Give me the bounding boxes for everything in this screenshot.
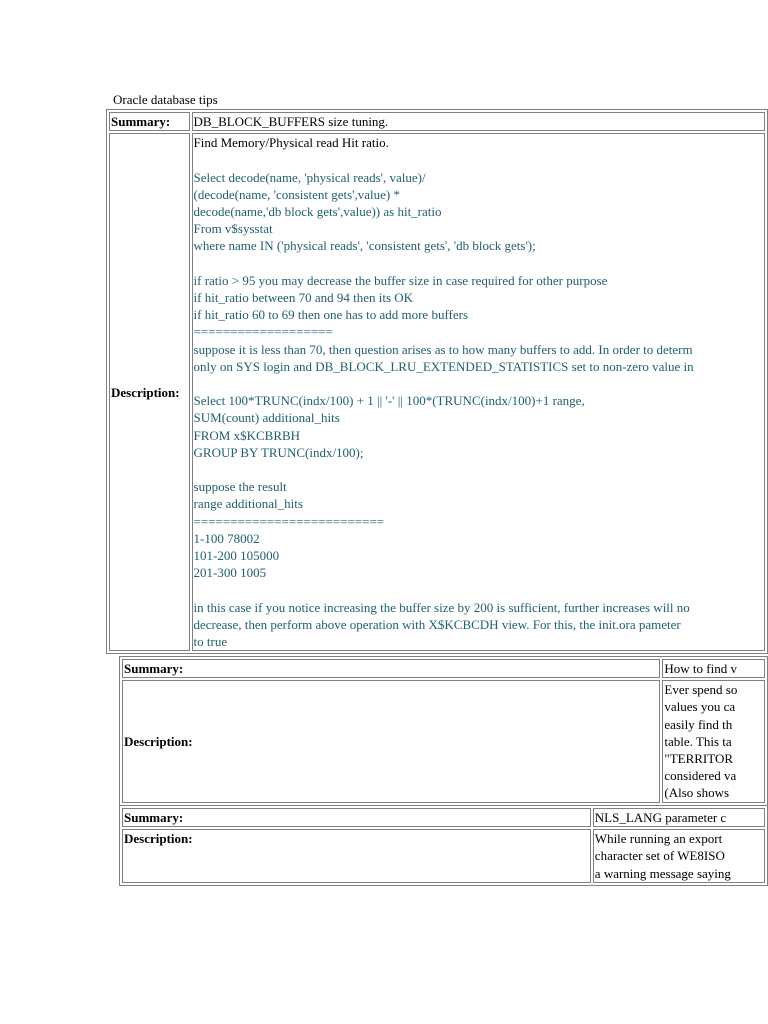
sql-line: FROM x$KCBRBH (193, 427, 301, 443)
description-line: a warning message saying (594, 865, 731, 881)
description-line: character set of WE8ISO (594, 848, 725, 864)
blank-line (194, 375, 763, 392)
sql-line: (decode(name, 'consistent gets',value) * (193, 186, 400, 202)
description-line: suppose the result (193, 479, 287, 495)
sql-line: Select 100*TRUNC(indx/100) + 1 || '-' || 100*(TRUNC(indx/100)+1 range, (193, 393, 585, 409)
summary-value: How to find v (662, 659, 765, 678)
description-line: in this case if you notice increasing the buffer size by 200 is sufficient, further increases will no (193, 599, 690, 615)
description-line: (Also shows (664, 785, 730, 801)
description-label: Description: (122, 829, 591, 883)
description-line: "TERRITOR (664, 751, 734, 767)
description-line: values you ca (664, 699, 736, 715)
description-line: While running an export (594, 831, 723, 847)
description-row (109, 133, 765, 651)
separator-line: ========================== (193, 513, 385, 529)
blank-line (194, 151, 763, 168)
description-line: Ever spend so (664, 682, 738, 698)
sql-line: where name IN ('physical reads', 'consistent gets', 'db block gets'); (193, 238, 536, 254)
description-line: if hit_ratio 60 to 69 then one has to add more buffers (193, 307, 469, 323)
summary-label: Summary: (122, 659, 660, 678)
description-body (593, 829, 765, 883)
blank-line (194, 581, 763, 598)
summary-value: NLS_LANG parameter c (593, 808, 765, 827)
summary-row (109, 112, 765, 131)
summary-label: Summary: (109, 112, 190, 131)
description-line: to true (193, 634, 228, 650)
description-line: suppose it is less than 70, then question arises as to how many buffers to add. In order to determ (193, 341, 693, 357)
description-body (662, 680, 765, 802)
description-line: table. This ta (664, 733, 732, 749)
description-label: Description: (109, 133, 190, 651)
summary-row (122, 808, 765, 827)
description-line: if ratio > 95 you may decrease the buffer size in case required for other purpose (193, 272, 608, 288)
sql-line: GROUP BY TRUNC(indx/100); (193, 444, 364, 460)
result-line: 101-200 105000 (193, 548, 280, 564)
result-header-line: range additional_hits (193, 496, 303, 512)
tip-table-nls-lang (119, 805, 768, 886)
result-line: 201-300 1005 (193, 565, 267, 581)
description-line: easily find th (664, 716, 733, 732)
description-row (122, 680, 765, 802)
sql-line: From v$sysstat (193, 221, 273, 237)
description-line: only on SYS login and DB_BLOCK_LRU_EXTENDED_STATISTICS set to non-zero value in (193, 358, 694, 374)
sql-line: SUM(count) additional_hits (193, 410, 340, 426)
blank-line (194, 255, 763, 272)
description-line: decrease, then perform above operation with X$KCBCDH view. For this, the init.ora pameter (193, 616, 681, 632)
sql-line: decode(name,'db block gets',value)) as hit_ratio (193, 204, 442, 219)
description-row (122, 829, 765, 883)
summary-row (122, 659, 765, 678)
description-body (192, 133, 765, 651)
blank-line (194, 461, 763, 478)
summary-label: Summary: (122, 808, 591, 827)
separator-line: =================== (193, 324, 333, 340)
tip-table-second (119, 656, 768, 806)
result-line: 1-100 78002 (193, 530, 260, 546)
tip-table-buffers (106, 109, 768, 654)
page-caption: Oracle database tips (113, 92, 218, 107)
summary-value: DB_BLOCK_BUFFERS size tuning. (192, 112, 765, 131)
description-label: Description: (122, 680, 660, 802)
sql-line: Select decode(name, 'physical reads', value)/ (193, 169, 426, 185)
description-line: if hit_ratio between 70 and 94 then its OK (193, 290, 414, 305)
description-line: Find Memory/Physical read Hit ratio. (193, 135, 389, 151)
description-line: considered va (664, 768, 737, 784)
